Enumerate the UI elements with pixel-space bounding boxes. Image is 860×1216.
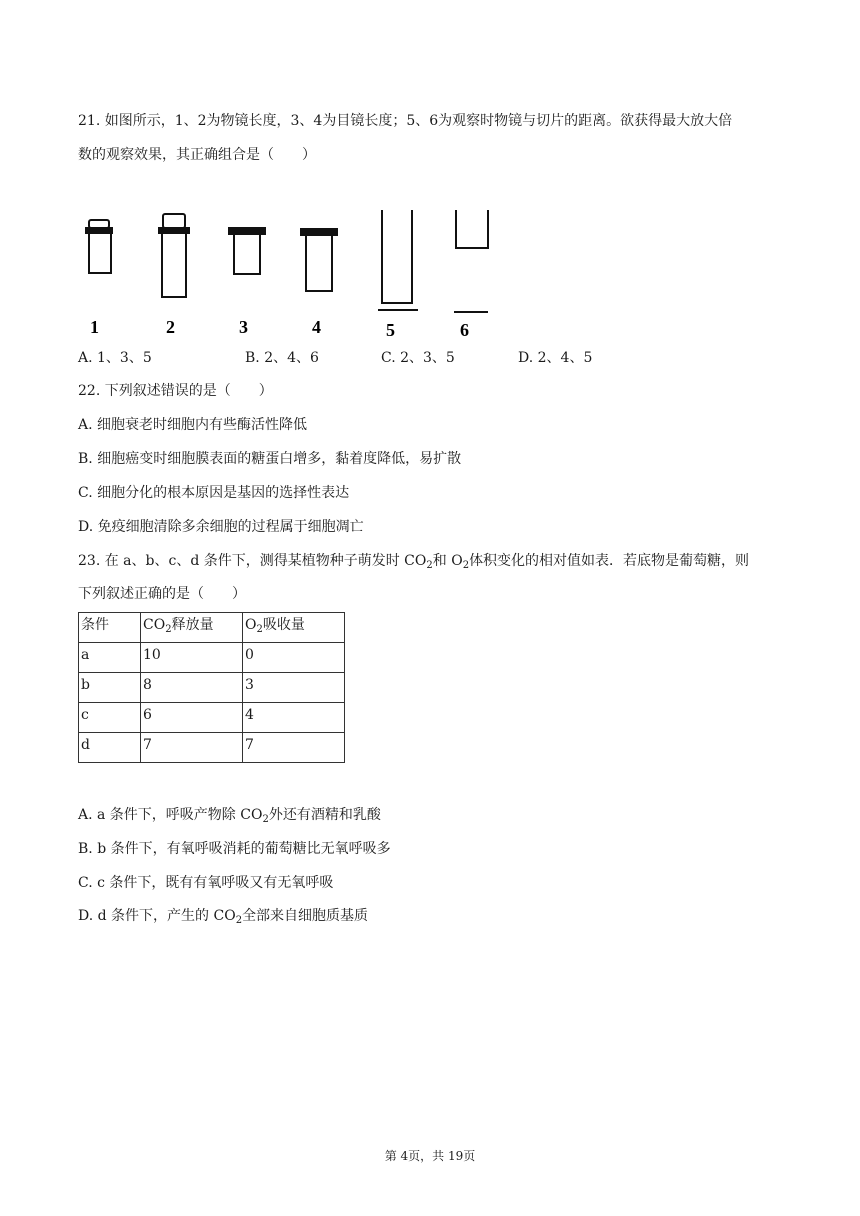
- figure-label-5: 5: [386, 320, 395, 340]
- table-cell: c: [79, 703, 141, 733]
- q22-option-a[interactable]: A. 细胞衰老时细胞内有些酶活性降低: [78, 417, 308, 433]
- figure-label-1: 1: [90, 317, 99, 337]
- q22-option-b[interactable]: B. 细胞癌变时细胞膜表面的糖蛋白增多，黏着度降低，易扩散: [78, 451, 462, 467]
- table-cell: 8: [141, 673, 243, 703]
- table-cell: 0: [243, 643, 345, 673]
- q21-stem-line2: 数的观察效果，其正确组合是（ ）: [78, 147, 316, 163]
- objective-lens-1: [86, 220, 112, 273]
- table-cell: 4: [243, 703, 345, 733]
- header-co2-release: $CO_2$释放量: [141, 613, 243, 643]
- subscript-2: 2: [262, 814, 269, 825]
- table-row: [79, 643, 345, 673]
- subscript-2: 2: [165, 624, 172, 635]
- distance-diagram-5: [378, 210, 418, 310]
- figure-label-2: 2: [166, 317, 175, 337]
- table-cell: b: [79, 673, 141, 703]
- q23-option-d[interactable]: D. d 条件下，产生的 $CO_2$全部来自细胞质基质: [78, 908, 369, 926]
- table-cell: 10: [141, 643, 243, 673]
- subscript-2: 2: [426, 560, 433, 571]
- table-cell: 7: [141, 733, 243, 763]
- q23-stem-part3: 体积变化的相对值如表．若底物是葡萄糖，则: [469, 553, 750, 569]
- q22-option-c[interactable]: C. 细胞分化的根本原因是基因的选择性表达: [78, 485, 350, 501]
- table-cell: 7: [243, 733, 345, 763]
- q21-option-a[interactable]: A. 1、3、5: [78, 350, 152, 366]
- microscope-lens-figure: [70, 200, 510, 340]
- figure-label-4: 4: [312, 317, 321, 337]
- table-header-row: [79, 613, 345, 643]
- subscript-2: 2: [235, 915, 243, 926]
- q23-stem-part1: 23. 在 a、b、c、d 条件下，测得某植物种子萌发时 CO: [78, 553, 427, 569]
- q23-option-c[interactable]: C. c 条件下，既有有氧呼吸又有无氧呼吸: [78, 875, 334, 891]
- figure-label-6: 6: [460, 320, 469, 340]
- q21-stem-line1: 21. 如图所示，1、2为物镜长度，3、4为目镜长度；5、6为观察时物镜与切片的距离。欲获得最大放大倍: [78, 113, 733, 129]
- page-footer: 第 4页，共 19页: [384, 1149, 476, 1163]
- table-cell: 3: [243, 673, 345, 703]
- q21-option-c[interactable]: C. 2、3、5: [381, 350, 455, 366]
- table-row: [79, 733, 345, 763]
- q23-stem-line2: 下列叙述正确的是（ ）: [78, 586, 246, 602]
- q23-option-b[interactable]: B. b 条件下，有氧呼吸消耗的葡萄糖比无氧呼吸多: [78, 841, 391, 857]
- q23-stem-part2: 和 O: [432, 553, 463, 569]
- table-cell: 6: [141, 703, 243, 733]
- objective-lens-2: [159, 214, 189, 297]
- subscript-2: 2: [256, 624, 263, 635]
- subscript-2: 2: [462, 560, 470, 571]
- respiration-data-table: [78, 612, 345, 763]
- table-cell: d: [79, 733, 141, 763]
- header-condition: 条件: [79, 613, 141, 643]
- q21-option-d[interactable]: D. 2、4、5: [518, 350, 593, 366]
- q22-stem: 22. 下列叙述错误的是（ ）: [78, 383, 273, 399]
- eyepiece-lens-4: [301, 229, 337, 291]
- q23-stem-line1: [78, 551, 749, 571]
- table-row: [79, 703, 345, 733]
- header-o2-uptake: $O_2$吸收量: [243, 613, 345, 643]
- table-cell: a: [79, 643, 141, 673]
- q23-option-a[interactable]: A. a 条件下，呼吸产物除 $CO_2$外还有酒精和乳酸: [78, 807, 381, 825]
- table-row: [79, 673, 345, 703]
- eyepiece-lens-3: [229, 228, 265, 274]
- q21-option-b[interactable]: B. 2、4、6: [245, 350, 319, 366]
- distance-diagram-6: [454, 210, 488, 312]
- figure-label-3: 3: [239, 317, 248, 337]
- q22-option-d[interactable]: D. 免疫细胞清除多余细胞的过程属于细胞凋亡: [78, 519, 364, 535]
